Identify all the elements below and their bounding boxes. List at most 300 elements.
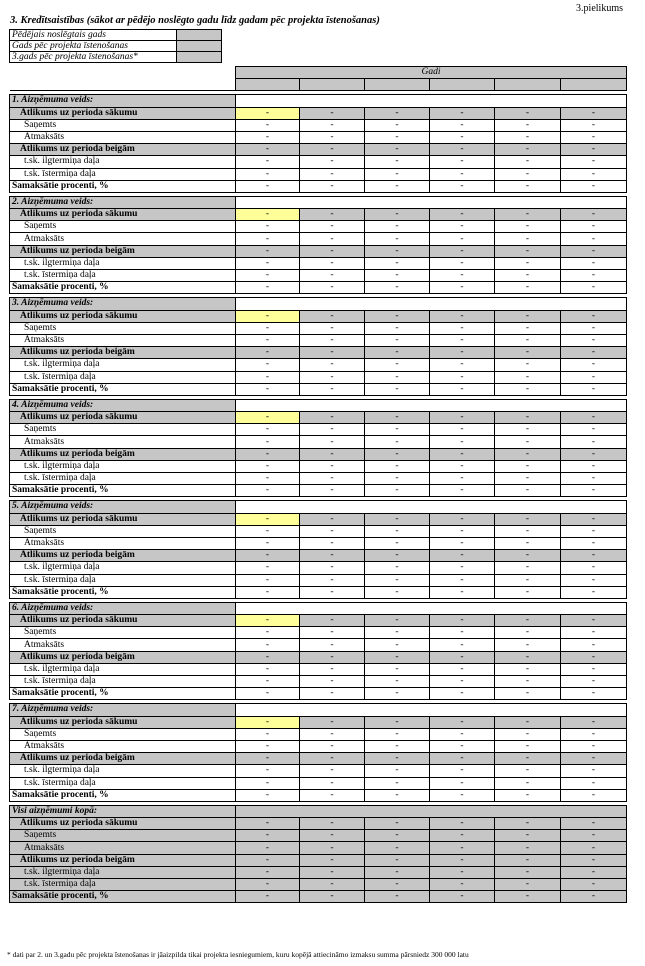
value-cell[interactable]: - [365,574,430,586]
value-cell[interactable]: - [561,651,627,663]
total-value-cell[interactable]: - [561,842,627,854]
value-cell[interactable]: - [300,676,365,688]
value-cell[interactable]: - [430,180,495,192]
value-cell[interactable]: - [300,765,365,777]
value-cell[interactable]: - [430,525,495,537]
value-cell[interactable]: - [495,270,561,282]
value-cell[interactable]: - [300,233,365,245]
value-cell[interactable]: - [495,383,561,395]
total-value-cell[interactable]: - [365,830,430,842]
value-cell[interactable]: - [365,562,430,574]
value-cell[interactable]: - [430,359,495,371]
value-cell[interactable]: - [300,728,365,740]
value-cell[interactable]: - [300,663,365,675]
value-cell[interactable]: - [300,245,365,257]
value-cell[interactable]: - [236,168,300,180]
value-cell[interactable]: - [236,359,300,371]
value-cell[interactable]: - [561,383,627,395]
value-cell[interactable]: - [365,270,430,282]
total-value-cell[interactable]: - [300,879,365,891]
value-cell[interactable]: - [561,777,627,789]
value-cell[interactable]: - [430,144,495,156]
value-cell[interactable]: - [300,119,365,131]
total-value-cell[interactable]: - [430,818,495,830]
value-cell[interactable]: - [561,485,627,497]
value-cell[interactable]: - [365,676,430,688]
value-cell[interactable]: - [236,119,300,131]
input-cell[interactable]: - [236,209,300,221]
value-cell[interactable]: - [300,383,365,395]
value-cell[interactable]: - [561,676,627,688]
input-cell[interactable]: - [300,513,365,525]
total-value-cell[interactable]: - [430,891,495,903]
value-cell[interactable]: - [430,371,495,383]
total-value-cell[interactable]: - [430,866,495,878]
value-cell[interactable]: - [430,688,495,700]
value-cell[interactable]: - [561,639,627,651]
value-cell[interactable]: - [236,131,300,143]
input-cell[interactable]: - [236,716,300,728]
value-cell[interactable]: - [365,550,430,562]
value-cell[interactable]: - [236,221,300,233]
value-cell[interactable]: - [561,550,627,562]
input-cell[interactable]: - [300,615,365,627]
year-column-cell[interactable] [300,79,365,91]
value-cell[interactable]: - [495,586,561,598]
input-cell[interactable]: - [561,107,627,119]
value-cell[interactable]: - [365,334,430,346]
value-cell[interactable]: - [365,424,430,436]
value-cell[interactable]: - [236,144,300,156]
value-cell[interactable]: - [365,383,430,395]
value-cell[interactable]: - [430,537,495,549]
value-cell[interactable]: - [430,233,495,245]
value-cell[interactable]: - [430,753,495,765]
total-value-cell[interactable]: - [430,842,495,854]
value-cell[interactable]: - [236,424,300,436]
value-cell[interactable]: - [561,371,627,383]
value-cell[interactable]: - [300,777,365,789]
value-cell[interactable]: - [495,334,561,346]
value-cell[interactable]: - [300,485,365,497]
value-cell[interactable]: - [236,740,300,752]
input-cell[interactable]: - [300,412,365,424]
input-cell[interactable]: - [430,412,495,424]
total-value-cell[interactable]: - [365,842,430,854]
input-cell[interactable]: - [365,107,430,119]
value-cell[interactable]: - [300,221,365,233]
value-cell[interactable]: - [495,550,561,562]
value-cell[interactable]: - [365,460,430,472]
value-cell[interactable]: - [495,777,561,789]
total-value-cell[interactable]: - [236,866,300,878]
value-cell[interactable]: - [430,473,495,485]
value-cell[interactable]: - [430,156,495,168]
input-cell[interactable]: - [236,615,300,627]
total-value-cell[interactable]: - [365,866,430,878]
value-cell[interactable]: - [300,282,365,294]
value-cell[interactable]: - [561,334,627,346]
loan-type-value[interactable] [236,95,627,107]
total-value-cell[interactable]: - [236,854,300,866]
value-cell[interactable]: - [365,371,430,383]
value-cell[interactable]: - [236,688,300,700]
value-cell[interactable]: - [430,322,495,334]
input-cell[interactable]: - [561,209,627,221]
value-cell[interactable]: - [495,347,561,359]
input-cell[interactable]: - [495,615,561,627]
value-cell[interactable]: - [236,574,300,586]
value-cell[interactable]: - [300,347,365,359]
value-cell[interactable]: - [430,728,495,740]
value-cell[interactable]: - [430,245,495,257]
total-value-cell[interactable]: - [300,842,365,854]
value-cell[interactable]: - [430,574,495,586]
value-cell[interactable]: - [561,765,627,777]
value-cell[interactable]: - [430,270,495,282]
input-cell[interactable]: - [236,107,300,119]
year-column-cell[interactable] [430,79,495,91]
total-value-cell[interactable]: - [236,818,300,830]
value-cell[interactable]: - [300,525,365,537]
input-cell[interactable]: - [365,716,430,728]
total-value-cell[interactable]: - [495,866,561,878]
value-cell[interactable]: - [430,221,495,233]
value-cell[interactable]: - [495,485,561,497]
value-cell[interactable]: - [300,562,365,574]
value-cell[interactable]: - [561,473,627,485]
meta-value-cell[interactable] [177,41,222,52]
value-cell[interactable]: - [561,448,627,460]
value-cell[interactable]: - [561,245,627,257]
value-cell[interactable]: - [365,651,430,663]
input-cell[interactable]: - [430,310,495,322]
value-cell[interactable]: - [365,663,430,675]
value-cell[interactable]: - [561,322,627,334]
value-cell[interactable]: - [236,156,300,168]
value-cell[interactable]: - [365,359,430,371]
value-cell[interactable]: - [495,221,561,233]
value-cell[interactable]: - [365,119,430,131]
value-cell[interactable]: - [495,460,561,472]
value-cell[interactable]: - [365,233,430,245]
input-cell[interactable]: - [300,107,365,119]
value-cell[interactable]: - [495,436,561,448]
value-cell[interactable]: - [495,537,561,549]
value-cell[interactable]: - [236,180,300,192]
value-cell[interactable]: - [561,562,627,574]
value-cell[interactable]: - [236,651,300,663]
total-value-cell[interactable]: - [236,891,300,903]
value-cell[interactable]: - [365,282,430,294]
value-cell[interactable]: - [365,473,430,485]
input-cell[interactable]: - [365,615,430,627]
value-cell[interactable]: - [236,448,300,460]
value-cell[interactable]: - [561,359,627,371]
value-cell[interactable]: - [430,282,495,294]
value-cell[interactable]: - [236,282,300,294]
total-value-cell[interactable]: - [300,830,365,842]
value-cell[interactable]: - [495,233,561,245]
loan-type-value[interactable] [236,501,627,513]
meta-value-cell[interactable] [177,30,222,41]
value-cell[interactable]: - [561,753,627,765]
input-cell[interactable]: - [495,716,561,728]
value-cell[interactable]: - [300,359,365,371]
value-cell[interactable]: - [300,574,365,586]
value-cell[interactable]: - [495,282,561,294]
total-value-cell[interactable]: - [495,842,561,854]
total-value-cell[interactable]: - [495,818,561,830]
total-value-cell[interactable]: - [300,818,365,830]
value-cell[interactable]: - [430,485,495,497]
value-cell[interactable]: - [300,436,365,448]
input-cell[interactable]: - [300,716,365,728]
value-cell[interactable]: - [365,777,430,789]
value-cell[interactable]: - [430,651,495,663]
total-value-cell[interactable]: - [365,854,430,866]
value-cell[interactable]: - [300,144,365,156]
total-value-cell[interactable]: - [561,891,627,903]
value-cell[interactable]: - [365,156,430,168]
value-cell[interactable]: - [236,627,300,639]
value-cell[interactable]: - [300,586,365,598]
value-cell[interactable]: - [300,424,365,436]
input-cell[interactable]: - [561,310,627,322]
value-cell[interactable]: - [236,233,300,245]
total-value-cell[interactable]: - [236,879,300,891]
loan-type-value[interactable] [236,399,627,411]
value-cell[interactable]: - [365,347,430,359]
value-cell[interactable]: - [365,586,430,598]
value-cell[interactable]: - [236,676,300,688]
total-value-cell[interactable]: - [561,830,627,842]
value-cell[interactable]: - [430,119,495,131]
value-cell[interactable]: - [430,777,495,789]
value-cell[interactable]: - [365,257,430,269]
value-cell[interactable]: - [300,448,365,460]
value-cell[interactable]: - [561,663,627,675]
value-cell[interactable]: - [495,473,561,485]
value-cell[interactable]: - [430,460,495,472]
value-cell[interactable]: - [300,473,365,485]
value-cell[interactable]: - [561,270,627,282]
value-cell[interactable]: - [430,436,495,448]
value-cell[interactable]: - [430,168,495,180]
value-cell[interactable]: - [300,789,365,801]
loan-type-value[interactable] [236,196,627,208]
year-column-cell[interactable] [236,79,300,91]
input-cell[interactable]: - [495,513,561,525]
value-cell[interactable]: - [300,156,365,168]
year-column-cell[interactable] [495,79,561,91]
total-value-cell[interactable]: - [300,866,365,878]
value-cell[interactable]: - [236,765,300,777]
value-cell[interactable]: - [236,322,300,334]
value-cell[interactable]: - [561,119,627,131]
value-cell[interactable]: - [561,233,627,245]
value-cell[interactable]: - [365,789,430,801]
value-cell[interactable]: - [561,525,627,537]
value-cell[interactable]: - [561,740,627,752]
total-value-cell[interactable]: - [430,879,495,891]
value-cell[interactable]: - [561,347,627,359]
value-cell[interactable]: - [430,740,495,752]
total-value-cell[interactable]: - [495,830,561,842]
input-cell[interactable]: - [430,209,495,221]
value-cell[interactable]: - [430,550,495,562]
value-cell[interactable]: - [300,168,365,180]
value-cell[interactable]: - [365,245,430,257]
input-cell[interactable]: - [430,513,495,525]
value-cell[interactable]: - [430,789,495,801]
value-cell[interactable]: - [300,627,365,639]
total-value-cell[interactable]: - [561,818,627,830]
value-cell[interactable]: - [300,537,365,549]
value-cell[interactable]: - [300,550,365,562]
value-cell[interactable]: - [365,448,430,460]
loan-type-value[interactable] [236,298,627,310]
value-cell[interactable]: - [495,156,561,168]
value-cell[interactable]: - [365,485,430,497]
input-cell[interactable]: - [365,412,430,424]
value-cell[interactable]: - [430,639,495,651]
value-cell[interactable]: - [495,562,561,574]
value-cell[interactable]: - [300,270,365,282]
value-cell[interactable]: - [365,537,430,549]
input-cell[interactable]: - [236,513,300,525]
input-cell[interactable]: - [561,716,627,728]
year-column-cell[interactable] [365,79,430,91]
value-cell[interactable]: - [300,257,365,269]
total-value-cell[interactable]: - [365,879,430,891]
value-cell[interactable]: - [300,639,365,651]
value-cell[interactable]: - [495,574,561,586]
value-cell[interactable]: - [365,131,430,143]
value-cell[interactable]: - [365,740,430,752]
input-cell[interactable]: - [561,513,627,525]
total-value-cell[interactable]: - [236,842,300,854]
input-cell[interactable]: - [495,209,561,221]
value-cell[interactable]: - [365,627,430,639]
value-cell[interactable]: - [430,334,495,346]
value-cell[interactable]: - [561,156,627,168]
value-cell[interactable]: - [495,789,561,801]
value-cell[interactable]: - [495,639,561,651]
value-cell[interactable]: - [495,245,561,257]
value-cell[interactable]: - [430,347,495,359]
value-cell[interactable]: - [430,676,495,688]
value-cell[interactable]: - [365,168,430,180]
value-cell[interactable]: - [495,753,561,765]
input-cell[interactable]: - [236,412,300,424]
value-cell[interactable]: - [561,537,627,549]
value-cell[interactable]: - [495,740,561,752]
total-value-cell[interactable]: - [561,854,627,866]
value-cell[interactable]: - [236,753,300,765]
value-cell[interactable]: - [236,777,300,789]
total-value-cell[interactable]: - [495,854,561,866]
input-cell[interactable]: - [495,107,561,119]
value-cell[interactable]: - [495,676,561,688]
value-cell[interactable]: - [236,639,300,651]
value-cell[interactable]: - [236,562,300,574]
input-cell[interactable]: - [430,107,495,119]
value-cell[interactable]: - [495,144,561,156]
value-cell[interactable]: - [236,789,300,801]
value-cell[interactable]: - [300,334,365,346]
value-cell[interactable]: - [365,639,430,651]
value-cell[interactable]: - [495,359,561,371]
value-cell[interactable]: - [236,550,300,562]
value-cell[interactable]: - [495,525,561,537]
value-cell[interactable]: - [300,371,365,383]
value-cell[interactable]: - [365,221,430,233]
total-value-cell[interactable]: - [430,830,495,842]
value-cell[interactable]: - [561,574,627,586]
value-cell[interactable]: - [365,525,430,537]
value-cell[interactable]: - [495,448,561,460]
value-cell[interactable]: - [430,383,495,395]
value-cell[interactable]: - [495,663,561,675]
total-value-cell[interactable]: - [495,891,561,903]
value-cell[interactable]: - [236,383,300,395]
input-cell[interactable]: - [561,412,627,424]
value-cell[interactable]: - [561,282,627,294]
input-cell[interactable]: - [365,310,430,322]
value-cell[interactable]: - [236,485,300,497]
total-value-cell[interactable]: - [495,879,561,891]
value-cell[interactable]: - [430,424,495,436]
value-cell[interactable]: - [561,436,627,448]
value-cell[interactable]: - [430,586,495,598]
total-value-cell[interactable]: - [561,866,627,878]
value-cell[interactable]: - [495,168,561,180]
value-cell[interactable]: - [365,753,430,765]
input-cell[interactable]: - [236,310,300,322]
input-cell[interactable]: - [365,209,430,221]
value-cell[interactable]: - [495,627,561,639]
input-cell[interactable]: - [365,513,430,525]
value-cell[interactable]: - [236,257,300,269]
value-cell[interactable]: - [300,131,365,143]
value-cell[interactable]: - [561,789,627,801]
loan-type-value[interactable] [236,602,627,614]
value-cell[interactable]: - [561,131,627,143]
value-cell[interactable]: - [430,627,495,639]
value-cell[interactable]: - [561,221,627,233]
total-value-cell[interactable]: - [236,830,300,842]
value-cell[interactable]: - [495,322,561,334]
value-cell[interactable]: - [561,688,627,700]
value-cell[interactable]: - [561,144,627,156]
value-cell[interactable]: - [495,765,561,777]
value-cell[interactable]: - [236,245,300,257]
value-cell[interactable]: - [495,119,561,131]
value-cell[interactable]: - [365,180,430,192]
value-cell[interactable]: - [495,728,561,740]
value-cell[interactable]: - [561,257,627,269]
input-cell[interactable]: - [561,615,627,627]
value-cell[interactable]: - [495,257,561,269]
value-cell[interactable]: - [561,728,627,740]
total-value-cell[interactable]: - [430,854,495,866]
value-cell[interactable]: - [561,168,627,180]
value-cell[interactable]: - [300,460,365,472]
meta-value-cell[interactable] [177,52,222,63]
input-cell[interactable]: - [430,716,495,728]
value-cell[interactable]: - [236,728,300,740]
